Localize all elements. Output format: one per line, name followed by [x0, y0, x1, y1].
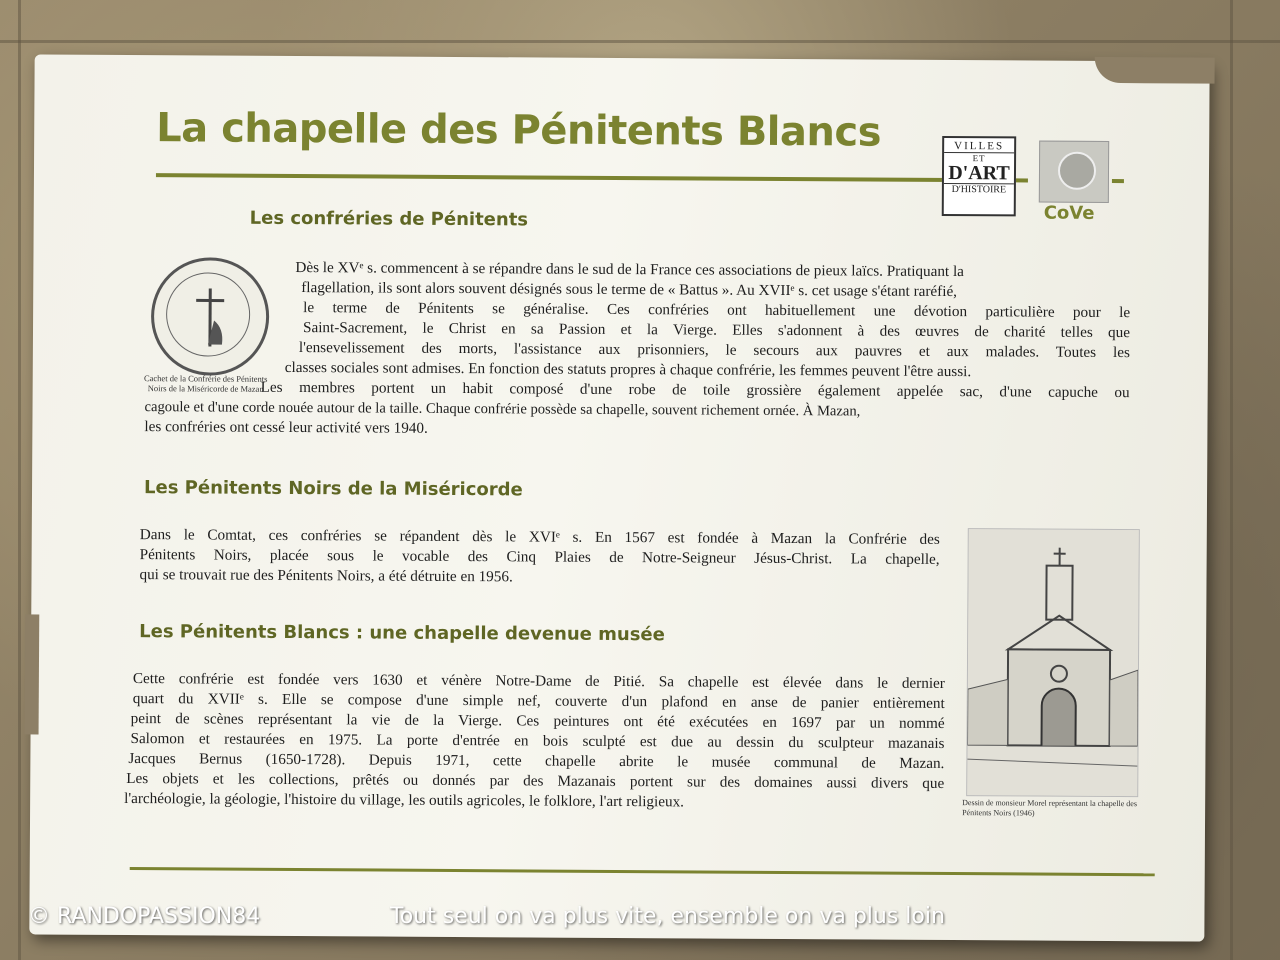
seal-cross-icon	[154, 260, 267, 373]
sketch-caption: Dessin de monsieur Morel représentant la chapelle des Pénitents Noirs (1946)	[962, 798, 1137, 818]
section3-line: quart du XVIIᵉ s. Elle se compose d'une simple nef, couverte d'un plafond en anse de panier entièrement	[132, 690, 945, 712]
villes-art-histoire-logo	[942, 136, 1016, 216]
section2-line: qui se trouvait rue des Pénitents Noirs, a été détruite en 1956.	[139, 566, 513, 586]
section1-line: Les membres portent un habit composé d'une robe de toile grossière également appelée sac, d'une capuche ou	[260, 378, 1130, 402]
title-rule	[1112, 179, 1124, 183]
section1-line: l'ensevelissement des morts, l'assistance aux prisonniers, le secours aux pauvres et aux malades. Toutes les	[298, 339, 1130, 362]
section2-line: Dans le Comtat, ces confréries se répandent dès le XVIᵉ s. En 1567 est fondée à Mazan la Confrérie des	[139, 526, 940, 548]
logo-text: D'ART	[948, 162, 1010, 185]
wall-joint	[1230, 0, 1233, 960]
logo-text: D'HISTOIRE	[944, 183, 1014, 195]
panel-chip	[25, 614, 40, 734]
section3-line: Les objets et les collections, prêtés ou donnés par des Mazanais portent sur des domaines aussi divers que	[126, 769, 945, 792]
bottom-rule	[130, 867, 1155, 876]
page-title: La chapelle des Pénitents Blancs	[156, 105, 882, 156]
title-rule	[156, 173, 1028, 182]
watermark-copyright: © RANDOPASSION84	[28, 904, 261, 929]
section3-line: Cette confrérie est fondée vers 1630 et vénère Notre-Dame de Pitié. Sa chapelle est élevée dans le dernier	[132, 670, 945, 692]
cove-logo-text: CoVe	[1043, 202, 1095, 224]
section3-line: Salomon et restaurées en 1975. La porte d'entrée en bois sculpté est due au dessin du sculpteur mazanais	[130, 730, 945, 752]
section1-line: cagoule et d'une corde nouée autour de la taille. Chaque confrérie possède sa chapelle, souvent richement ornée. À Mazan,	[144, 399, 861, 420]
section1-line: Dès le XVᵉ s. commencent à se répandre dans le sud de la France ces associations de pieux laïcs. Pratiquant la	[295, 259, 964, 281]
section3-line: peint de scènes représentant la vie de la Vierge. Ces peintures ont été exécutées en 1697 par un nommé	[130, 710, 945, 732]
cove-emblem-icon	[1058, 152, 1096, 190]
section3-line: l'archéologie, la géologie, l'histoire du village, les outils agricoles, le folklore, l'art religieux.	[124, 789, 685, 811]
section3-line: Jacques Bernus (1650-1728). Depuis 1971, cette chapelle abrite le musée communal de Mazan.	[128, 750, 945, 772]
chapel-sketch-image	[966, 528, 1140, 797]
watermark-slogan: Tout seul on va plus vite, ensemble on va plus loin	[390, 904, 945, 929]
section1-line: flagellation, ils sont alors souvent désignés sous le terme de « Battus ». Au XVIIᵉ s. cet usage s'étant raréfié,	[301, 279, 958, 301]
logo-text: VILLES	[944, 138, 1014, 153]
panel-chip	[1095, 57, 1215, 84]
section1-line: les confréries ont cessé leur activité vers 1940.	[144, 418, 428, 437]
section1-line: classes sociales sont admises. En fonction des statuts propres à chaque confrérie, les femmes peuvent l'être aussi.	[284, 358, 972, 381]
logo-text: ET	[972, 153, 986, 164]
wall-joint	[0, 40, 1280, 43]
section-heading-penitents-blancs: Les Pénitents Blancs : une chapelle devenue musée	[139, 621, 665, 646]
chapel-drawing-icon	[967, 529, 1139, 796]
confrerie-seal	[151, 257, 270, 376]
wall-joint	[18, 0, 21, 960]
seal-caption: Cachet de la Confrérie des Pénitents Noirs de la Miséricorde de Mazan	[143, 373, 268, 394]
section-heading-penitents-noirs: Les Pénitents Noirs de la Miséricorde	[143, 477, 523, 501]
cove-logo	[1039, 141, 1109, 203]
section-heading-confreries: Les confréries de Pénitents	[249, 207, 529, 231]
information-panel	[29, 54, 1209, 941]
section1-line: Saint-Sacrement, le Christ en sa Passion et la Vierge. Elles s'adonnent à des œuvres de charité telles que	[302, 319, 1131, 342]
section1-line: le terme de Pénitents se généralise. Ces confréries ont habituellement une dévotion particulière pour le	[303, 299, 1131, 322]
section2-line: Pénitents Noirs, placée sous le vocable des Cinq Plaies de Notre-Seigneur Jésus-Christ. La chapelle,	[139, 546, 940, 568]
